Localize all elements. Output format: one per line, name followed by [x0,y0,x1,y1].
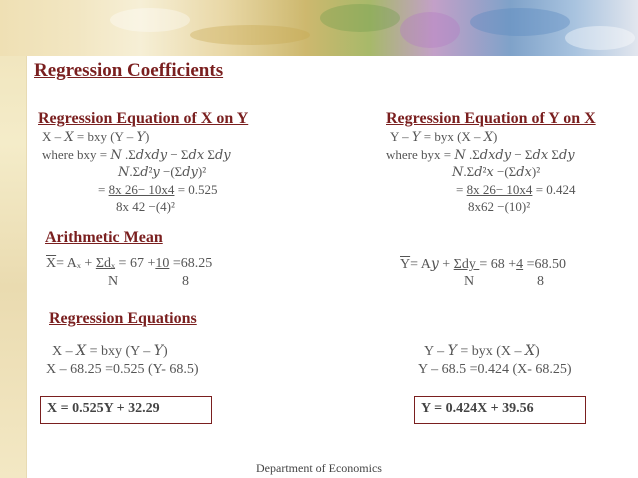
mean-y-numerator: 4 [516,257,524,272]
y-equation-substituted: Y – 68.5 =0.424 (X- 68.25) [418,362,572,377]
y-equation-general: Y – 𝑌 = byx (X – 𝑋) [424,344,540,359]
byx-result: = 0.424 [532,182,576,197]
bxy-result: = 0.525 [174,182,218,197]
sum-dy: Σdy [453,257,480,272]
bxy-calc-denominator: 8x 42 −(4)² [116,199,175,214]
x-final-equation-box: X = 0.525Y + 32.29 [40,396,212,424]
byx-calc-denominator: 8x62 −(10)² [468,199,531,214]
byx-calculation [456,182,576,198]
mean-y-part: = A𝑦 + [410,257,454,272]
heading-regression-equations: Regression Equations [49,310,197,327]
mean-y-line [400,256,566,273]
heading-y-on-x: Regression Equation of Y on X [386,110,596,127]
mean-x-part: = 67 + [115,256,156,271]
y-bar-symbol: $\overline{Y}$ [400,257,411,272]
byx-formula: where byx = 𝑁 .Σ𝑑𝑥𝑑𝑦 − Σ𝑑𝑥 Σ𝑑𝑦 [386,147,575,162]
y-final-equation-box: Y = 0.424X + 39.56 [414,396,586,424]
mean-x-part: = Aₓ + [56,256,96,271]
decorative-header-band [0,0,638,56]
footer-text: Department of Economics [256,461,382,475]
byx-numerator: 8x 26− 10x4 [466,182,533,197]
mean-x-den-n: N [108,274,119,289]
bxy-formula: where bxy = 𝑁 .Σ𝑑𝑥𝑑𝑦 − Σ𝑑𝑥 Σ𝑑𝑦 [42,147,231,162]
decorative-texture [0,0,638,56]
bxy-denominator: 𝑁.Σ𝑑²𝑦 −(Σ𝑑𝑦)² [118,164,207,179]
sum-dx: Σdₓ [95,256,116,271]
decorative-side-strip [0,0,27,478]
bxy-numerator: 8x 26− 10x4 [108,182,175,197]
mean-x-result: =68.25 [169,256,213,271]
x-equation-general: X – 𝑋 = bxy (Y – 𝑌) [52,344,168,359]
equals-sign: = [98,182,109,197]
mean-y-part: = 68 + [479,257,517,272]
byx-denominator: 𝑁.Σ𝑑²𝑥 −(Σ𝑑𝑥)² [452,164,541,179]
heading-x-on-y: Regression Equation of X on Y [38,110,249,127]
equals-sign: = [456,182,467,197]
heading-arithmetic-mean: Arithmetic Mean [45,229,163,246]
mean-y-den-8: 8 [537,274,544,289]
bxy-calculation [98,182,218,198]
mean-y-den-n: N [464,274,475,289]
mean-x-den-8: 8 [182,274,189,289]
equation-y-on-x: Y – 𝑌 = byx (X – 𝑋) [390,129,498,144]
x-bar-symbol: $\overline{X}$ [46,256,57,271]
mean-x-line [46,256,212,272]
equation-x-on-y: X – 𝑋 = bxy (Y – 𝑌) [42,129,150,144]
mean-y-result: =68.50 [523,257,567,272]
x-equation-substituted: X – 68.25 =0.525 (Y- 68.5) [46,362,199,377]
page-title: Regression Coefficients [34,60,224,81]
mean-x-numerator: 10 [155,256,170,271]
